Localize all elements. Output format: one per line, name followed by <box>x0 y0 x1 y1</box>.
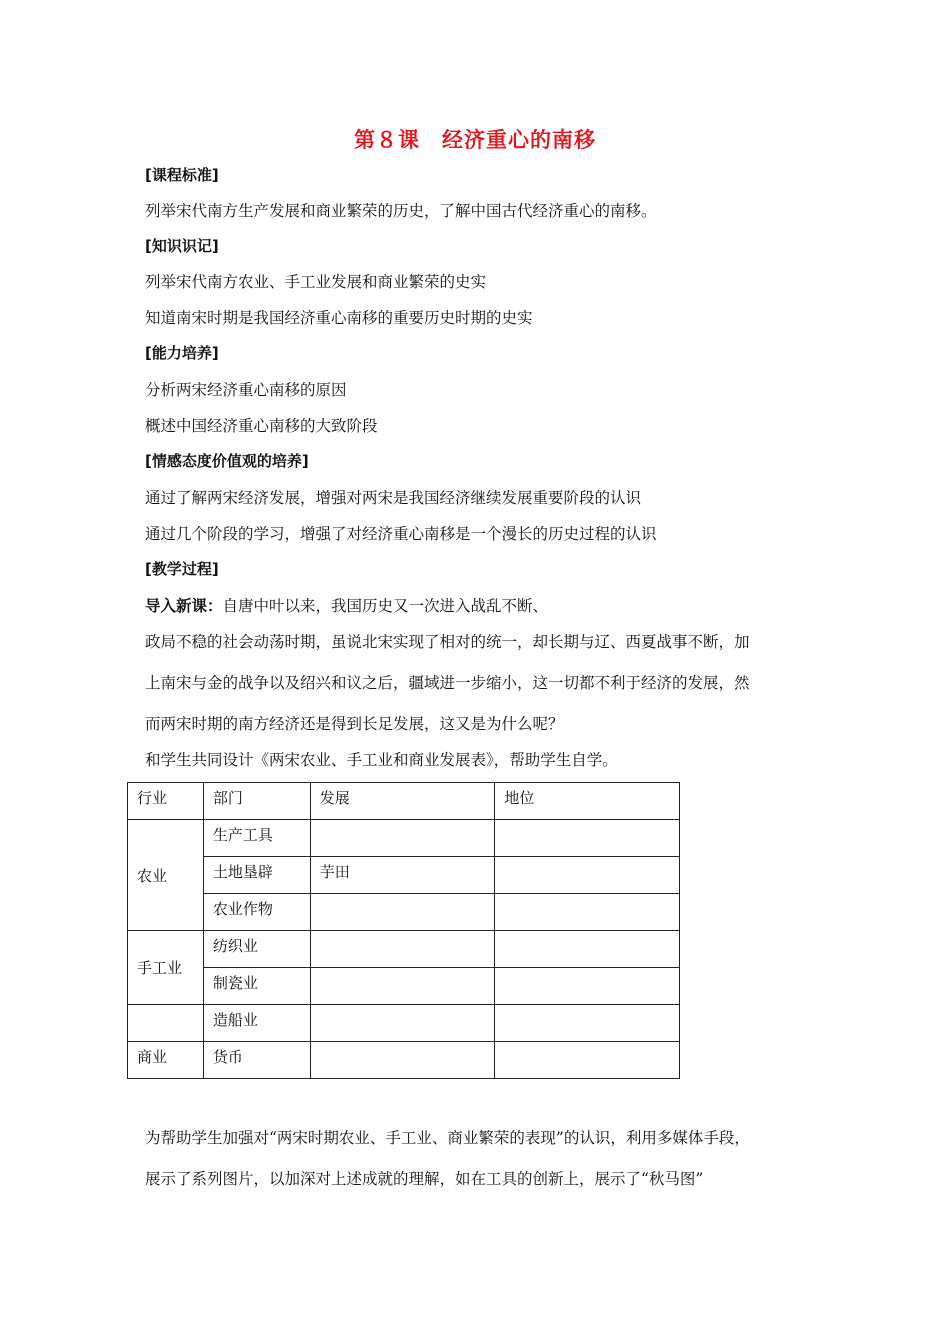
development-cell <box>310 1005 495 1042</box>
status-cell <box>495 968 680 1005</box>
intro-paragraph-start <box>145 594 548 616</box>
values-item: 通过了解两宋经济发展，增强对两宋是我国经济继续发展重要阶段的认识 <box>145 489 642 507</box>
ability-item: 概述中国经济重心南移的大致阶段 <box>145 417 378 435</box>
heading-process: [教学过程] <box>145 560 219 578</box>
department-cell: 货币 <box>203 1042 310 1079</box>
department-cell: 制瓷业 <box>203 968 310 1005</box>
development-table <box>127 782 680 1079</box>
industry-cell-empty <box>128 1005 204 1042</box>
department-cell: 纺织业 <box>203 931 310 968</box>
values-item: 通过几个阶段的学习，增强了对经济重心南移是一个漫长的历史过程的认识 <box>145 525 657 543</box>
curriculum-standard-text: 列举宋代南方生产发展和商业繁荣的历史，了解中国古代经济重心的南移。 <box>145 202 657 220</box>
closing-line: 为帮助学生加强对“两宋时期农业、手工业、商业繁荣的表现”的认识，利用多媒体手段， <box>145 1129 750 1147</box>
table-row <box>128 857 680 894</box>
table-header-cell: 部门 <box>203 783 310 820</box>
development-cell <box>310 820 495 857</box>
table-row <box>128 1042 680 1079</box>
heading-curriculum-standard: [课程标准] <box>145 166 219 184</box>
table-header-row <box>128 783 680 820</box>
knowledge-item: 知道南宋时期是我国经济重心南移的重要历史时期的史实 <box>145 309 533 327</box>
intro-label: 导入新课： <box>145 597 223 615</box>
table-row <box>128 931 680 968</box>
status-cell <box>495 1042 680 1079</box>
department-cell: 农业作物 <box>203 894 310 931</box>
paragraph-line: 政局不稳的社会动荡时期，虽说北宋实现了相对的统一，却长期与辽、西夏战事不断，加 <box>145 633 750 651</box>
heading-ability: [能力培养] <box>145 344 219 362</box>
status-cell <box>495 857 680 894</box>
knowledge-item: 列举宋代南方农业、手工业发展和商业繁荣的史实 <box>145 273 487 291</box>
lesson-title: 第８课 经济重心的南移 <box>354 128 596 152</box>
industry-cell-handicraft: 手工业 <box>128 931 204 1005</box>
status-cell <box>495 820 680 857</box>
development-cell: 芋田 <box>310 857 495 894</box>
development-cell <box>310 894 495 931</box>
development-cell <box>310 968 495 1005</box>
industry-cell-commerce: 商业 <box>128 1042 204 1079</box>
table-header-cell: 行业 <box>128 783 204 820</box>
heading-values: [情感态度价值观的培养] <box>145 452 309 470</box>
development-cell <box>310 1042 495 1079</box>
table-row <box>128 968 680 1005</box>
table-row <box>128 1005 680 1042</box>
heading-knowledge: [知识识记] <box>145 237 219 255</box>
table-header-cell: 地位 <box>495 783 680 820</box>
industry-cell-agriculture: 农业 <box>128 820 204 931</box>
department-cell: 生产工具 <box>203 820 310 857</box>
table-row <box>128 894 680 931</box>
status-cell <box>495 1005 680 1042</box>
intro-text: 自唐中叶以来，我国历史又一次进入战乱不断、 <box>222 597 549 615</box>
status-cell <box>495 931 680 968</box>
table-row <box>128 820 680 857</box>
closing-line: 展示了系列图片，以加深对上述成就的理解，如在工具的创新上，展示了“秋马图” <box>145 1170 704 1188</box>
table-header-cell: 发展 <box>310 783 495 820</box>
status-cell <box>495 894 680 931</box>
department-cell: 土地垦辟 <box>203 857 310 894</box>
table-intro: 和学生共同设计《两宋农业、手工业和商业发展表》，帮助学生自学。 <box>145 751 618 769</box>
department-cell: 造船业 <box>203 1005 310 1042</box>
ability-item: 分析两宋经济重心南移的原因 <box>145 381 347 399</box>
development-cell <box>310 931 495 968</box>
paragraph-line: 上南宋与金的战争以及绍兴和议之后，疆域进一步缩小，这一切都不利于经济的发展，然 <box>145 674 750 692</box>
paragraph-line: 而两宋时期的南方经济还是得到长足发展，这又是为什么呢？ <box>145 715 564 733</box>
